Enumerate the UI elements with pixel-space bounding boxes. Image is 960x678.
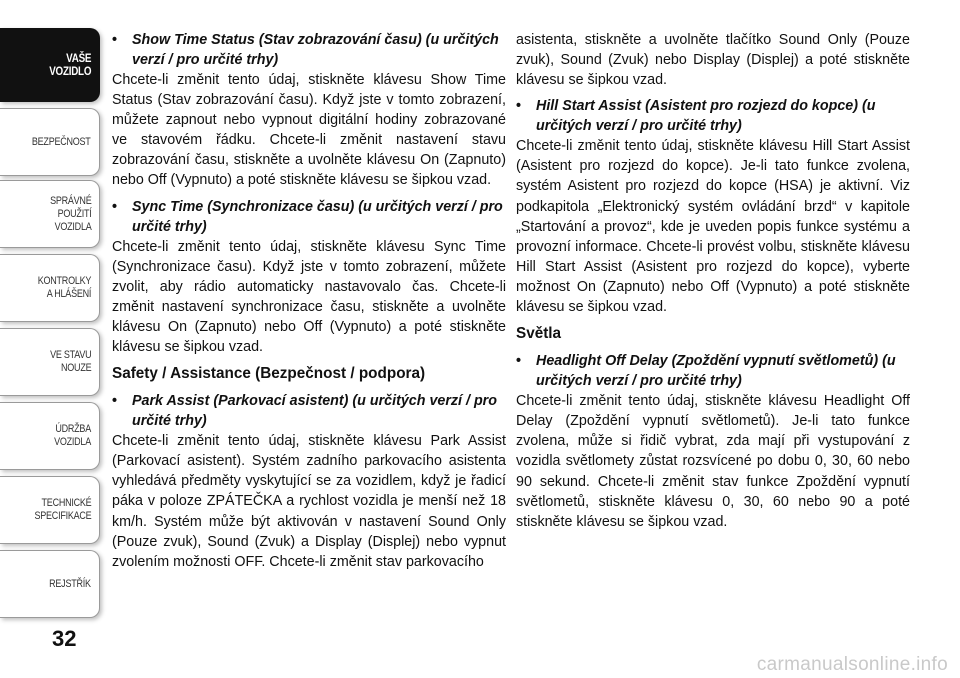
tab-label: VE STAVU NOUZE	[49, 349, 91, 374]
bullet-heading	[112, 30, 506, 70]
paragraph: Chcete-li změnit tento údaj, stiskněte klávesu Park Assist (Parkovací asistent). Systém zadního parkovacího asistenta vyhledává předměty vyskytující se za vozidlem, když je řadicí páka v poloze ZPÁTEČKA a rychlost vozidla je menší než 18 km/h. Systém může být aktivován v nastavení Sound Only (Pouze zvuk), Sound (Zvuk) a Display (Displej) nebo vypnut zvolením možnosti OFF. Chcete-li změnit stav parkovacího	[112, 433, 506, 570]
tab-rejstrik[interactable]	[0, 550, 100, 618]
paragraph: Chcete-li změnit tento údaj, stiskněte klávesu Show Time Status (Stav zobrazování času). Když jste v tomto zobrazení, můžete zapnout nebo vypnout digitální hodiny zobrazované ve stavovém řádku. Chcete-li změnit nastavení stavu zobrazování času, stiskněte a uvolněte klávesu On (Zapnuto) nebo Off (Vypnuto) a poté stiskněte klávesu se šipkou vzad.	[112, 72, 506, 189]
bullet-dot: •	[112, 393, 118, 410]
tab-label: TECHNICKÉ SPECIFIKACE	[34, 497, 91, 522]
tab-label: VAŠE VOZIDLO	[48, 51, 91, 78]
bullet-heading-text: Sync Time (Synchronizace času) (u určitých verzí / pro určité trhy)	[132, 198, 503, 235]
bullet-heading	[516, 96, 910, 136]
bullet-heading	[516, 351, 910, 391]
bullet-heading-text: Show Time Status (Stav zobrazování času) (u určitých verzí / pro určité trhy)	[132, 32, 499, 68]
paragraph: Chcete-li změnit tento údaj, stiskněte klávesu Sync Time (Synchronizace času). Když jste v tomto zobrazení, můžete zvolit, aby rádio automaticky nastavovalo čas. Chcete-li změnit nastavení synchronizace času, stiskněte a uvolněte klávesu On (Zapnuto) nebo Off (Vypnuto) a poté stiskněte klávesu se šipkou vzad.	[112, 238, 506, 356]
bullet-heading-text: Headlight Off Delay (Zpoždění vypnutí světlometů) (u určitých verzí / pro určité trhy)	[536, 353, 896, 390]
tab-spravne-pouziti-vozidla[interactable]	[0, 180, 100, 248]
tab-label: BEZPEČNOST	[32, 135, 91, 148]
tab-label: KONTROLKY A HLÁŠENÍ	[37, 275, 91, 300]
paragraph: Chcete-li změnit tento údaj, stiskněte klávesu Headlight Off Delay (Zpoždění vypnutí světlometů). Je-li tato funkce zvolena, může si řidič vybrat, zda mají při vystupování z vozidla světlomety zůstat rozsvícené po dobu 0, 30, 60 nebo 90 sekund. Chcete-li změnit stav funkce Zpoždění vypnutí světlometů, stiskněte klávesu 0, 30, 60 nebo 90 a poté stiskněte klávesu se šipkou vzad.	[516, 393, 910, 530]
section-heading: Safety / Assistance (Bezpečnost / podpora)	[112, 365, 426, 383]
bullet-heading-text: Hill Start Assist (Asistent pro rozjezd do kopce) (u určitých verzí / pro určité trhy)	[536, 98, 876, 135]
paragraph: asistenta, stiskněte a uvolněte tlačítko Sound Only (Pouze zvuk), Sound (Zvuk) nebo Display (Displej) a poté stiskněte klávesu se šipkou vzad.	[516, 32, 910, 89]
section-heading: Světla	[516, 325, 562, 343]
tab-label: REJSTŘÍK	[49, 577, 91, 590]
tab-vase-vozidlo[interactable]	[0, 28, 100, 102]
paragraph: Chcete-li změnit tento údaj, stiskněte klávesu Hill Start Assist (Asistent pro rozjezd do kopce). Je-li tato funkce zvolena, systém Asistent pro rozjezd do kopce (HSA) je aktivní. Viz podkapitola „Elektronický systém ovládání brzd“ v kapitole „Startování a provoz“, kde je uveden popis funkce systému a provozní informace. Chcete-li provést volbu, stiskněte klávesu Hill Start Assist (Asistent pro rozjezd do kopce), vyberte možnost On (Zapnuto) nebo Off (Vypnuto) a poté stiskněte klávesu se šipkou vzad.	[516, 138, 910, 316]
tab-udrzba-vozidla[interactable]	[0, 402, 100, 470]
bullet-dot: •	[516, 98, 522, 115]
tab-label: SPRÁVNÉ POUŽITÍ VOZIDLA	[49, 194, 91, 233]
bullet-heading	[112, 197, 506, 237]
page-number: 32	[52, 626, 77, 651]
tab-technicke-specifikace[interactable]	[0, 476, 100, 544]
right-column	[516, 30, 910, 532]
tab-label: ÚDRŽBA VOZIDLA	[54, 423, 91, 448]
tab-kontrolky-a-hlaseni[interactable]	[0, 254, 100, 322]
left-column	[112, 30, 506, 572]
bullet-dot: •	[112, 198, 118, 215]
bullet-heading	[112, 391, 506, 431]
tab-ve-stavu-nouze[interactable]	[0, 328, 100, 396]
bullet-dot: •	[112, 32, 118, 48]
bullet-dot: •	[516, 353, 522, 370]
watermark: carmanualsonline.info	[756, 654, 948, 675]
tab-bezpecnost[interactable]	[0, 108, 100, 176]
bullet-heading-text: Park Assist (Parkovací asistent) (u určitých verzí / pro určité trhy)	[132, 393, 497, 430]
